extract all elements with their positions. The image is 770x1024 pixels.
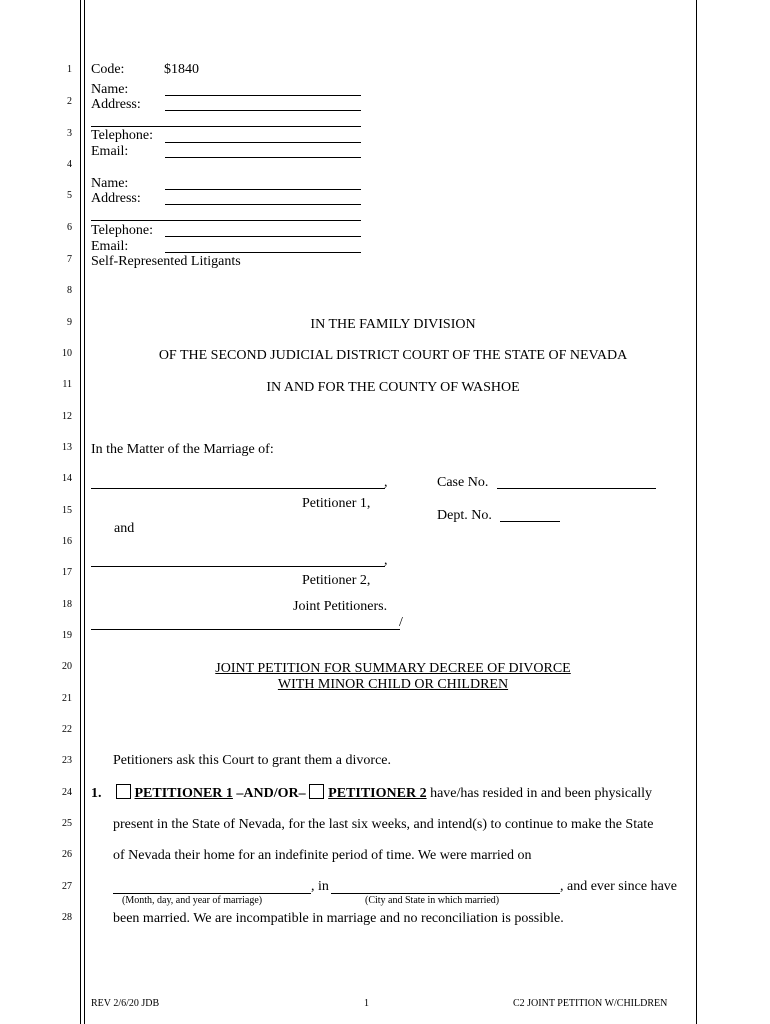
- comma: ,: [384, 475, 388, 490]
- telephone-label: Telephone:: [91, 128, 153, 143]
- incompatibility-line: been married. We are incompatible in marriage and no reconciliation is possible.: [113, 911, 564, 926]
- address-field[interactable]: [165, 204, 361, 205]
- line-number: 27: [62, 881, 72, 892]
- address-label: Address:: [91, 97, 141, 112]
- residency-line-25: present in the State of Nevada, for the last six weeks, and intend(s) to continue to make the State: [113, 817, 654, 832]
- page-number: 1: [364, 998, 369, 1009]
- marriage-place-hint: (City and State in which married): [365, 895, 500, 906]
- line-number: 15: [62, 505, 72, 516]
- left-margin-rule: [84, 0, 85, 1024]
- line-number: 2: [67, 96, 72, 107]
- line-number: 6: [67, 222, 72, 233]
- petitioner2-option: PETITIONER 2: [328, 786, 427, 801]
- code-value: $1840: [164, 62, 199, 77]
- email-field[interactable]: [165, 252, 361, 253]
- line-number: 24: [62, 787, 72, 798]
- residency-line-26: of Nevada their home for an indefinite period of time. We were married on: [113, 848, 532, 863]
- line-number: 25: [62, 818, 72, 829]
- line-number: 22: [62, 724, 72, 735]
- email-label: Email:: [91, 239, 129, 254]
- line-number: 8: [67, 285, 72, 296]
- footer-form-name: C2 JOINT PETITION W/CHILDREN: [513, 998, 668, 1009]
- and-or-label: –AND/OR–: [232, 786, 306, 801]
- line-number: 13: [62, 442, 72, 453]
- line-number: 16: [62, 536, 72, 547]
- line-number: 9: [67, 317, 72, 328]
- marriage-date-field[interactable]: [113, 893, 311, 894]
- line-number: 10: [62, 348, 72, 359]
- code-label: Code:: [91, 62, 125, 77]
- email-field[interactable]: [165, 157, 361, 158]
- item-1-line: [91, 784, 652, 802]
- line-number: 18: [62, 599, 72, 610]
- court-county: IN AND FOR THE COUNTY OF WASHOE: [266, 380, 520, 395]
- comma: ,: [384, 553, 388, 568]
- telephone-field[interactable]: [165, 236, 361, 237]
- line-number: 5: [67, 190, 72, 201]
- case-number-label: Case No.: [437, 475, 489, 490]
- name-label: Name:: [91, 82, 129, 97]
- footer-revision: REV 2/6/20 JDB: [91, 998, 160, 1009]
- line-number: 1: [67, 64, 72, 75]
- address-field-2[interactable]: [91, 126, 361, 127]
- telephone-field[interactable]: [165, 142, 361, 143]
- telephone-label: Telephone:: [91, 223, 153, 238]
- petitioner2-label: Petitioner 2,: [302, 573, 371, 588]
- petitioner1-checkbox[interactable]: [116, 784, 131, 799]
- name-label: Name:: [91, 176, 129, 191]
- name-field[interactable]: [165, 189, 361, 190]
- residency-text: have/has resided in and been physically: [426, 786, 653, 801]
- document-title-line2: WITH MINOR CHILD OR CHILDREN: [277, 677, 509, 692]
- marriage-date-hint: (Month, day, and year of marriage): [122, 895, 263, 906]
- item-number: 1.: [91, 786, 102, 801]
- petitioner1-label: Petitioner 1,: [302, 496, 371, 511]
- court-name: OF THE SECOND JUDICIAL DISTRICT COURT OF THE STATE OF NEVADA: [158, 348, 628, 363]
- joint-petitioners-label: Joint Petitioners.: [293, 599, 388, 614]
- address-label: Address:: [91, 191, 141, 206]
- document-title-line1: JOINT PETITION FOR SUMMARY DECREE OF DIVORCE: [215, 661, 571, 676]
- line-number: 3: [67, 128, 72, 139]
- petitioner1-name-field[interactable]: [91, 488, 385, 489]
- address-field-2[interactable]: [91, 220, 361, 221]
- caption-slash: /: [399, 615, 403, 630]
- line-number: 26: [62, 849, 72, 860]
- line-number: 17: [62, 567, 72, 578]
- caption-closing-rule: [91, 629, 400, 630]
- right-margin-rule: [696, 0, 697, 1024]
- line-number: 11: [62, 379, 72, 390]
- in-label: , in: [311, 879, 329, 894]
- line-number: 21: [62, 693, 72, 704]
- petitioner2-name-field[interactable]: [91, 566, 385, 567]
- line-number: 12: [62, 411, 72, 422]
- address-field[interactable]: [165, 110, 361, 111]
- name-field[interactable]: [165, 95, 361, 96]
- intro-paragraph: Petitioners ask this Court to grant them a divorce.: [113, 753, 392, 768]
- self-represented-label: Self-Represented Litigants: [91, 254, 241, 269]
- petitioner2-checkbox[interactable]: [309, 784, 324, 799]
- line-number: 28: [62, 912, 72, 923]
- dept-number-label: Dept. No.: [437, 508, 492, 523]
- petitioner1-option: PETITIONER 1: [134, 786, 233, 801]
- left-margin-rule: [80, 0, 81, 1024]
- marriage-place-field[interactable]: [331, 893, 560, 894]
- matter-label: In the Matter of the Marriage of:: [91, 442, 274, 457]
- line-number: 14: [62, 473, 72, 484]
- court-division: IN THE FAMILY DIVISION: [310, 317, 476, 332]
- line-number: 19: [62, 630, 72, 641]
- line-number: 20: [62, 661, 72, 672]
- line-number: 4: [67, 159, 72, 170]
- dept-number-field[interactable]: [500, 521, 560, 522]
- case-number-field[interactable]: [497, 488, 656, 489]
- email-label: Email:: [91, 144, 129, 159]
- line-number: 7: [67, 254, 72, 265]
- line-number: 23: [62, 755, 72, 766]
- and-label: and: [114, 521, 135, 536]
- ever-since-text: , and ever since have: [560, 879, 677, 894]
